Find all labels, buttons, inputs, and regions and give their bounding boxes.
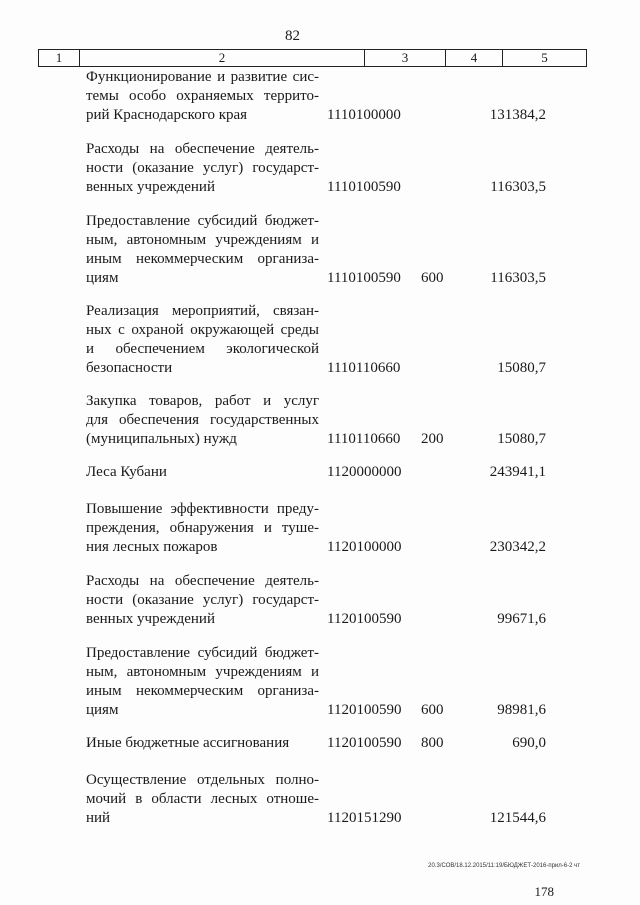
row-description <box>86 463 319 482</box>
row-description <box>86 392 319 449</box>
description-line: Предоставление субсидий бюджет- <box>86 213 319 229</box>
column-header-4: 4 <box>446 50 503 66</box>
description-line: темы особо охраняемых террито- <box>86 88 319 104</box>
description-line: мочий в области лесных отноше- <box>86 791 319 807</box>
description-line: Расходы на обеспечение деятель- <box>86 141 319 157</box>
amount: 116303,5 <box>490 270 546 286</box>
description-line: рий Краснодарского края <box>86 107 248 123</box>
target-article-code: 1120100590 <box>327 735 402 751</box>
description-line: венных учреждений <box>86 611 215 627</box>
row-description <box>86 572 319 629</box>
description-line: иным некоммерческим организа- <box>86 251 319 267</box>
amount: 243941,1 <box>489 464 546 480</box>
column-header-2: 2 <box>80 50 365 66</box>
amount: 131384,2 <box>489 107 546 123</box>
description-line: Функционирование и развитие сис- <box>86 69 319 85</box>
description-line: и обеспечением экологической <box>86 341 319 357</box>
row-description <box>86 302 319 378</box>
row-description <box>86 734 319 753</box>
document-stamp: 20.3/СОВ/18.12.2015/11:19/БЮДЖЕТ-2016-прил-6-2 чт <box>428 863 580 869</box>
sheet-number: 178 <box>534 884 554 899</box>
description-line: ности (оказание услуг) государст- <box>86 592 319 608</box>
amount: 690,0 <box>512 735 546 751</box>
expense-type-code: 600 <box>421 270 444 286</box>
target-article-code: 1110110660 <box>327 360 401 376</box>
target-article-code: 1120100000 <box>327 539 402 555</box>
description-line: Закупка товаров, работ и услуг <box>86 393 319 409</box>
description-line: (муниципальных) нужд <box>86 431 237 447</box>
amount: 116303,5 <box>490 179 546 195</box>
row-description <box>86 500 319 557</box>
column-header-5: 5 <box>541 50 548 65</box>
row-description <box>86 68 319 125</box>
target-article-code: 1110100590 <box>327 179 401 195</box>
expense-type-code: 800 <box>421 735 444 751</box>
description-line: ния лесных пожаров <box>86 539 218 555</box>
target-article-code: 1110100000 <box>327 107 401 123</box>
description-line: Иные бюджетные ассигнования <box>86 735 290 751</box>
amount: 15080,7 <box>497 431 546 447</box>
page-number: 82 <box>285 28 300 44</box>
description-line: Леса Кубани <box>86 464 167 480</box>
column-header-3: 3 <box>365 50 446 66</box>
description-line: циям <box>86 702 119 718</box>
expense-type-code: 600 <box>421 702 444 718</box>
row-description <box>86 212 319 288</box>
target-article-code: 1110110660 <box>327 431 401 447</box>
expense-type-code: 200 <box>421 431 444 447</box>
description-line: венных учреждений <box>86 179 215 195</box>
description-line: преждения, обнаружения и туше- <box>86 520 319 536</box>
target-article-code: 1110100590 <box>327 270 401 286</box>
description-line: Расходы на обеспечение деятель- <box>86 573 319 589</box>
table-header <box>38 49 587 67</box>
description-line: ных с охраной окружающей среды <box>86 322 319 338</box>
description-line: ным, автономным учреждениям и <box>86 664 319 680</box>
description-line: Реализация мероприятий, связан- <box>86 303 319 319</box>
row-description <box>86 644 319 720</box>
target-article-code: 1120100590 <box>327 702 402 718</box>
description-line: Осуществление отдельных полно- <box>86 772 319 788</box>
description-line: циям <box>86 270 119 286</box>
target-article-code: 1120000000 <box>327 464 402 480</box>
target-article-code: 1120151290 <box>327 810 402 826</box>
amount: 121544,6 <box>489 810 546 826</box>
description-line: ний <box>86 810 111 826</box>
amount: 99671,6 <box>497 611 546 627</box>
target-article-code: 1120100590 <box>327 611 402 627</box>
column-header-1: 1 <box>39 50 80 66</box>
description-line: ности (оказание услуг) государст- <box>86 160 319 176</box>
row-description <box>86 140 319 197</box>
description-line: ным, автономным учреждениям и <box>86 232 319 248</box>
amount: 15080,7 <box>497 360 546 376</box>
description-line: безопасности <box>86 360 173 376</box>
amount: 98981,6 <box>497 702 546 718</box>
description-line: Предоставление субсидий бюджет- <box>86 645 319 661</box>
description-line: иным некоммерческим организа- <box>86 683 319 699</box>
description-line: Повышение эффективности преду- <box>86 501 319 517</box>
description-line: для обеспечения государственных <box>86 412 319 428</box>
row-description <box>86 771 319 828</box>
amount: 230342,2 <box>489 539 546 555</box>
